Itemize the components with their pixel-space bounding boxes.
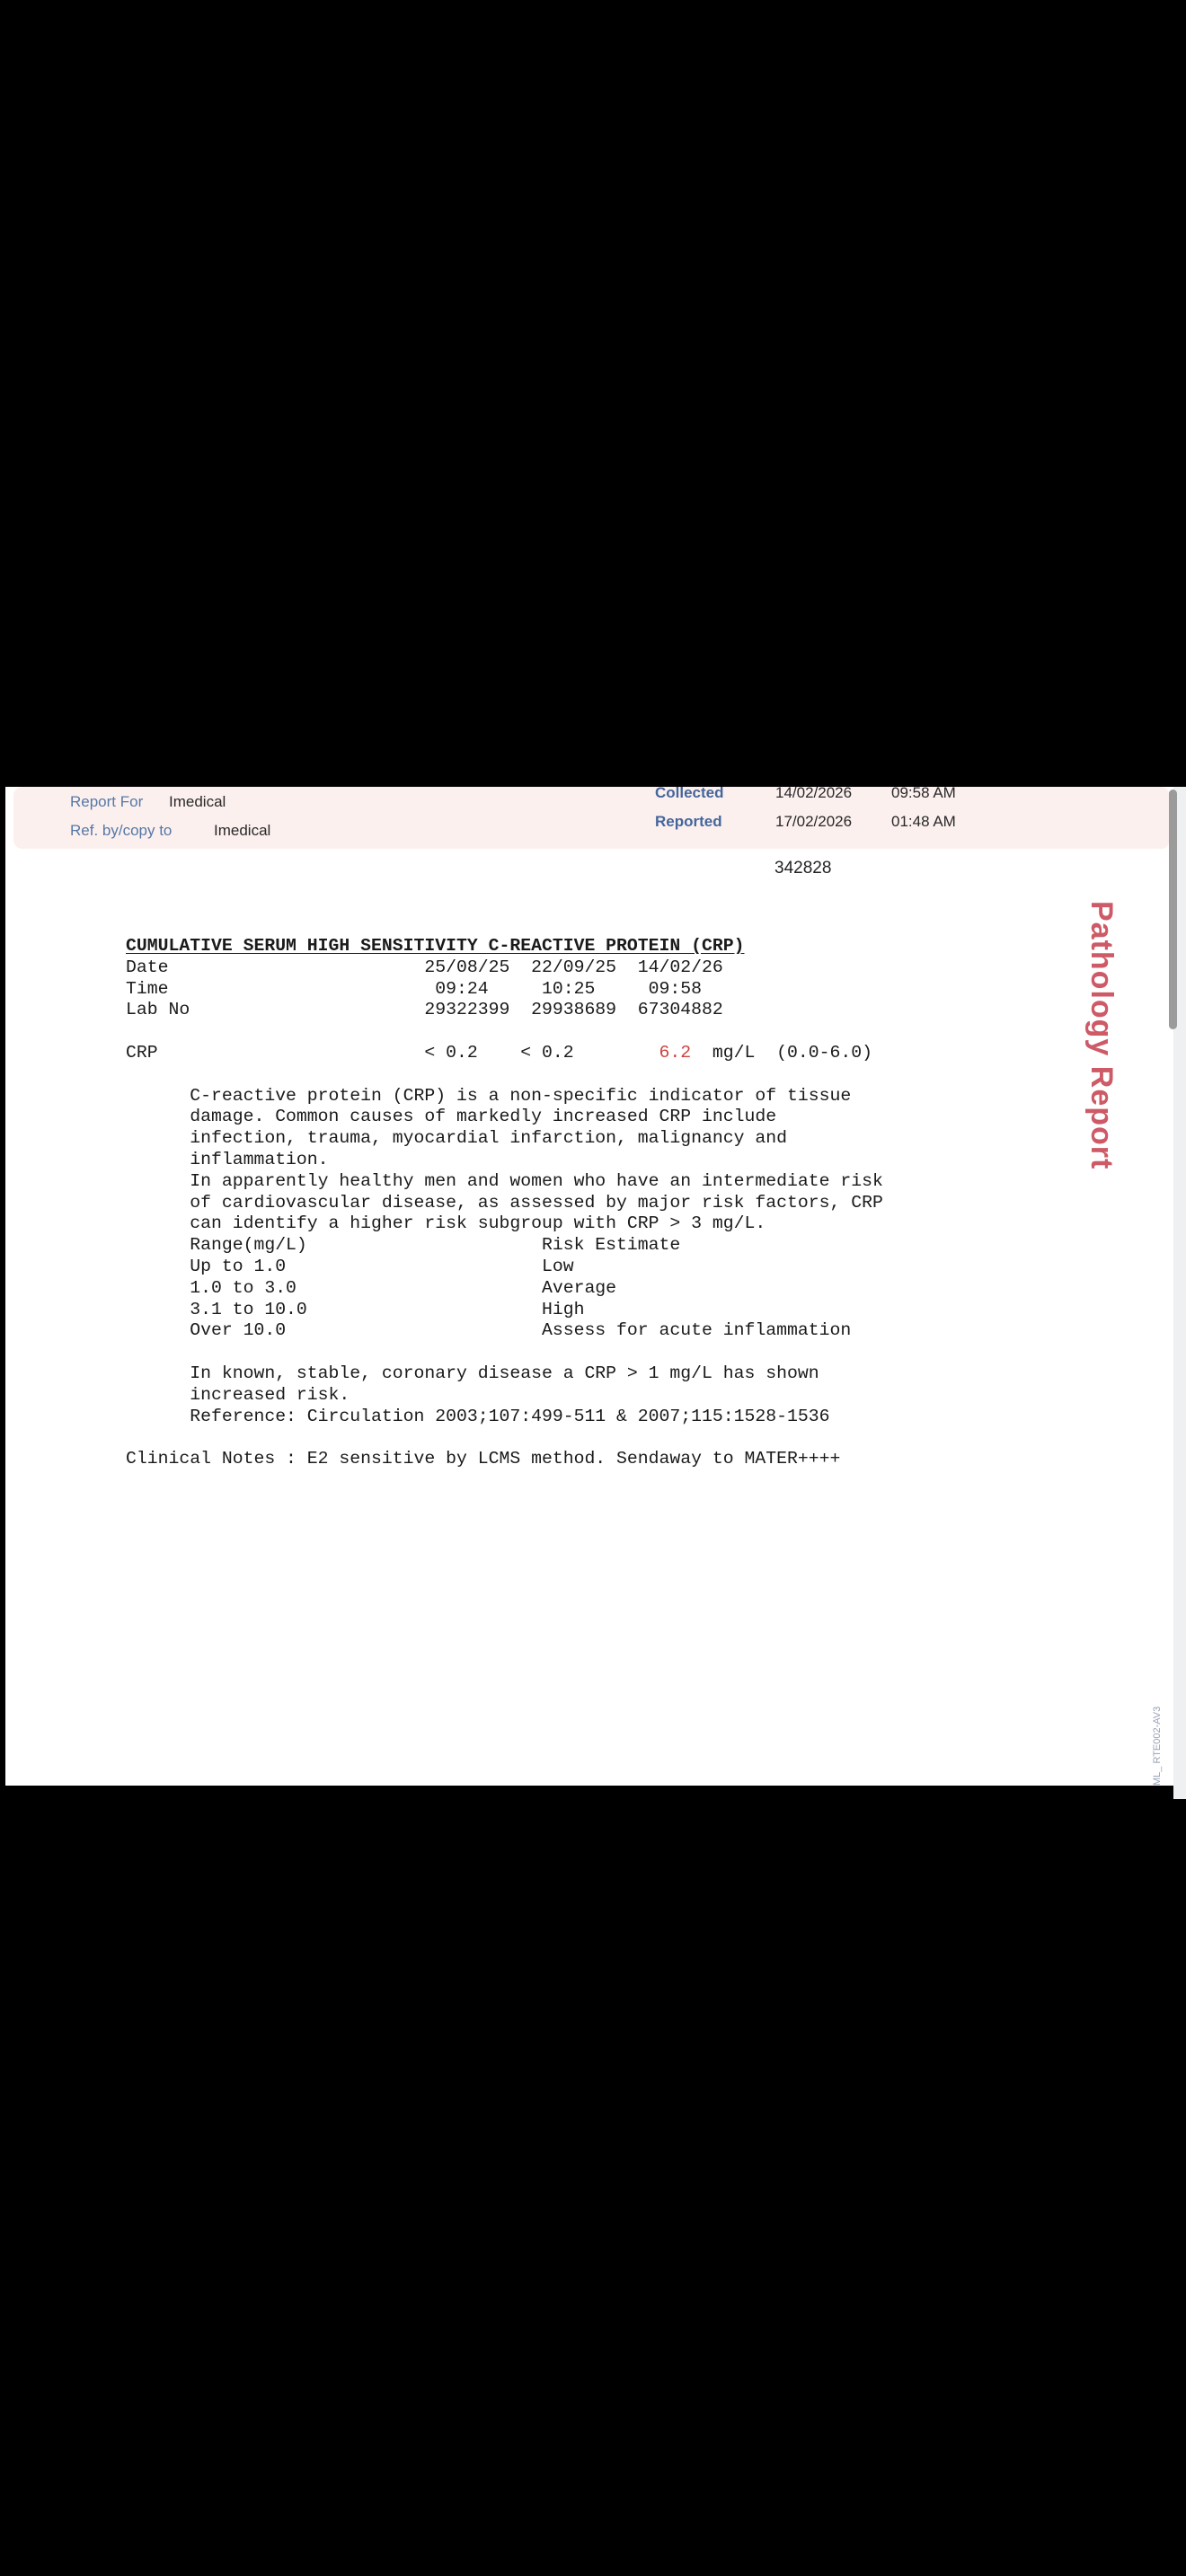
report-line: CUMULATIVE SERUM HIGH SENSITIVITY C-REACTIVE PROTEIN (CRP)	[126, 936, 745, 956]
lab-number: 342828	[774, 859, 832, 878]
reported-date: 17/02/2026	[775, 813, 853, 830]
collected-time: 09:58 AM	[891, 787, 956, 801]
reported-label: Reported	[655, 813, 722, 830]
report-line: damage. Common causes of markedly increased CRP include	[126, 1107, 777, 1127]
report-line: 3.1 to 10.0 High	[126, 1299, 585, 1319]
report-line: Clinical Notes : E2 sensitive by LCMS method. Sendaway to MATER++++	[126, 1449, 841, 1469]
report-for-label: Report For	[70, 793, 144, 810]
report-line	[126, 1427, 883, 1449]
report-line: In known, stable, coronary disease a CRP > 1 mg/L has shown	[126, 1363, 819, 1383]
report-line	[126, 1021, 883, 1043]
report-line: Reference: Circulation 2003;107:499-511 & 2007;115:1528-1536	[126, 1406, 830, 1426]
report-line: Time 09:24 10:25 09:58	[126, 978, 703, 999]
report-line: Date 25/08/25 22/09/25 14/02/26	[126, 957, 723, 977]
abnormal-result-value: 6.2	[659, 1042, 692, 1063]
report-line: Up to 1.0 Low	[126, 1256, 574, 1276]
scrollbar-thumb[interactable]	[1169, 790, 1177, 1029]
pathology-report-watermark: Pathology Report	[1084, 901, 1119, 1170]
report-for-value: Imedical	[169, 793, 226, 810]
report-line: Range(mg/L) Risk Estimate	[126, 1235, 681, 1256]
ref-by-copy-to-label: Ref. by/copy to	[70, 822, 173, 839]
collected-label: Collected	[655, 787, 724, 801]
report-line: C-reactive protein (CRP) is a non-specific indicator of tissue	[126, 1085, 852, 1106]
reported-time: 01:48 AM	[891, 813, 956, 830]
report-body-text	[126, 936, 883, 1470]
report-line: inflammation.	[126, 1149, 329, 1169]
report-line: infection, trauma, myocardial infarction, malignancy and	[126, 1128, 787, 1149]
report-line: of cardiovascular disease, as assessed by major risk factors, CRP	[126, 1192, 883, 1213]
report-page	[5, 787, 1186, 1786]
report-line: can identify a higher risk subgroup with CRP > 3 mg/L.	[126, 1213, 766, 1234]
report-line: 1.0 to 3.0 Average	[126, 1277, 617, 1298]
report-line: Lab No 29322399 29938689 67304882	[126, 1000, 723, 1020]
report-line	[126, 1342, 883, 1363]
collected-date: 14/02/2026	[775, 787, 853, 801]
report-line: Over 10.0 Assess for acute inflammation	[126, 1320, 852, 1341]
report-line: CRP < 0.2 < 0.2 6.2 mg/L (0.0-6.0)	[126, 1042, 872, 1063]
report-line: In apparently healthy men and women who have an intermediate risk	[126, 1170, 883, 1191]
ref-by-copy-to-value: Imedical	[214, 822, 271, 839]
report-line	[126, 1064, 883, 1086]
report-line: increased risk.	[126, 1384, 350, 1405]
document-code: ML_ RTE002-AV3	[1152, 1706, 1163, 1786]
